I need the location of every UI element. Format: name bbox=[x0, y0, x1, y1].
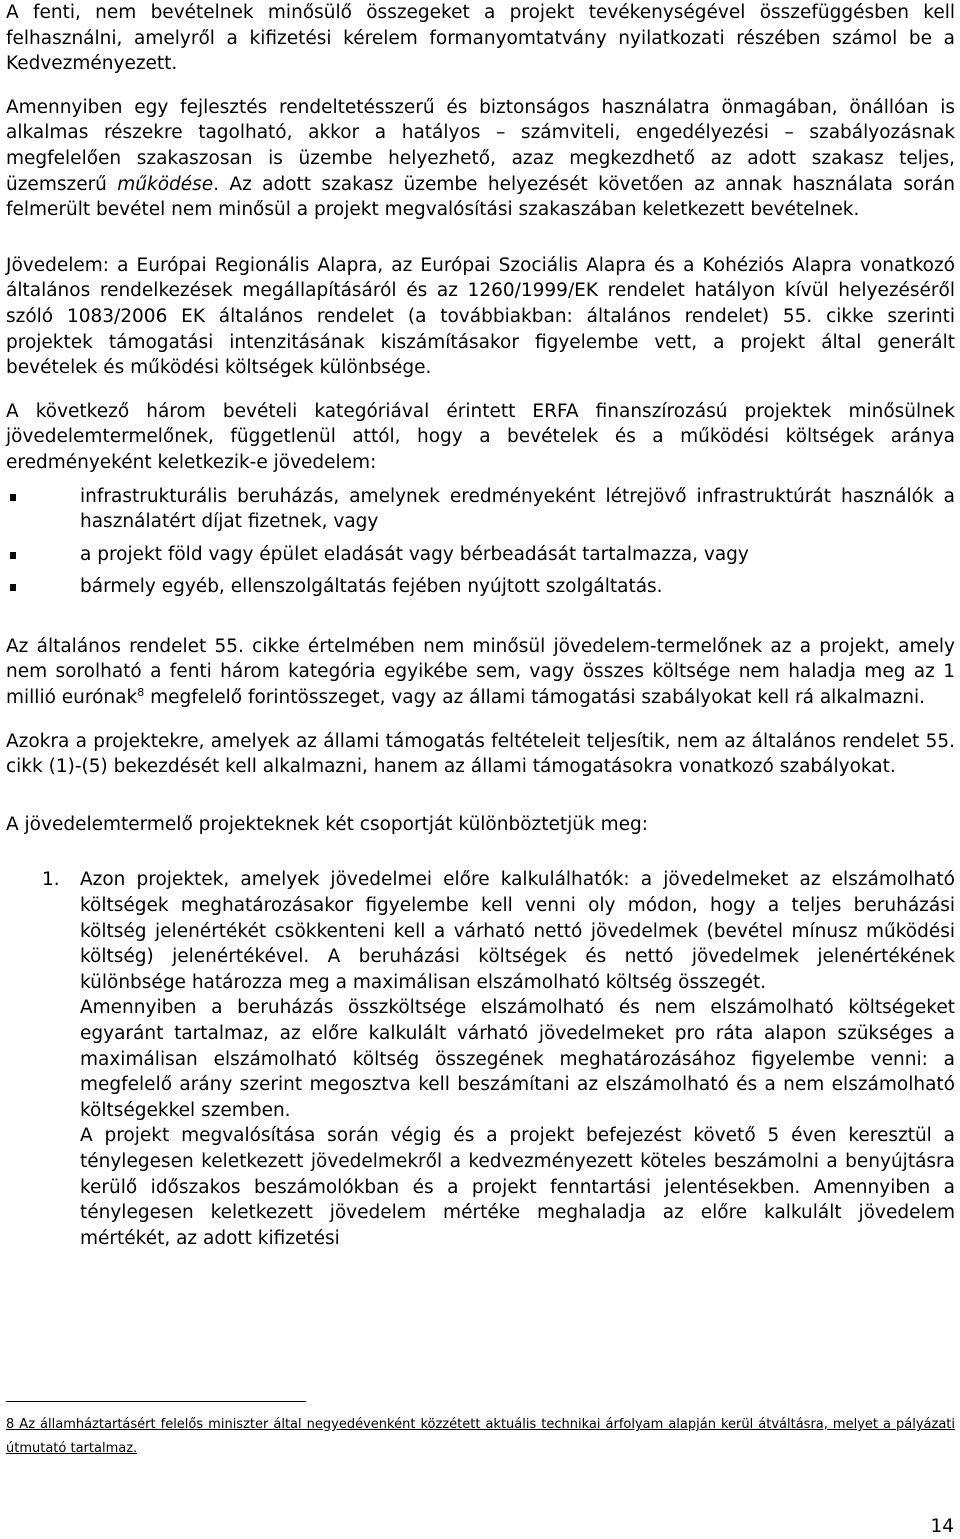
paragraph-two-groups: A jövedelemtermelő projekteknek két csoportját különböztetjük meg: bbox=[6, 813, 648, 835]
numbered-item-1-paragraph-1: Azon projektek, amelyek jövedelmei előre kalkulálhatók: a jövedelmeket az elszámolható költségek meghatározásakor figyelembe kell venni oly módon, hogy a teljes beruházási költség jelenértékét csökkenteni kell a várható nettó jövedelmek (bevétel mínusz működési költség) jelenértékével. A beruházási költségek és nettó jövedelmek jelenértékének különbsége határozza meg a maximálisan elszámolható költség összegét. bbox=[80, 869, 955, 993]
square-bullet-icon bbox=[10, 584, 16, 591]
paragraph-income-definition: Jövedelem: a Európai Regionális Alapra, az Európai Szociális Alapra és a Kohéziós Alapra vonatkozó általános rendelkezések megállapításáról és az 1260/1999/EK rendelet hatályon kívül helyezéséről szóló 1083/2006 EK általános rendelet (a továbbiakban: általános rendelet) 55. cikke szerinti projektek támogatási intenzitásának kiszámításakor figyelembe vett, a projekt által generált bevételek és működési költségek különbsége. bbox=[6, 254, 955, 379]
list-item bbox=[6, 484, 955, 535]
list-item bbox=[6, 574, 955, 600]
list-item bbox=[6, 542, 955, 568]
page-number: 14 bbox=[930, 1516, 954, 1537]
numbered-item-1 bbox=[6, 867, 955, 1251]
paragraph-article-55-text-b: megfelelő forintösszeget, vagy az állami támogatási szabályokat kell rá alkalmazni. bbox=[144, 687, 925, 709]
list-item-text: bármely egyéb, ellenszolgáltatás fejében nyújtott szolgáltatás. bbox=[80, 576, 663, 598]
paragraph-staged-commissioning bbox=[6, 95, 955, 223]
list-number: 1. bbox=[42, 869, 60, 891]
paragraph-staged-text-b: . Az adott szakasz üzembe helyezését követően az annak használata során felmerült bevétel nem minősül a projekt megvalósítási szakaszában keletkezett bevételnek. bbox=[6, 173, 955, 221]
paragraph-erfa-categories: A következő három bevételi kategóriával érintett ERFA finanszírozású projektek minősülnek jövedelemtermelőnek, függetlenül attól, hogy a bevételek és a működési költségek aránya eredményeként keletkezik-e jövedelem: bbox=[6, 400, 955, 473]
footnote-reference: 8 bbox=[137, 686, 145, 700]
square-bullet-icon bbox=[10, 494, 16, 501]
list-item-text: a projekt föld vagy épület eladását vagy bérbeadását tartalmazza, vagy bbox=[80, 543, 749, 565]
paragraph-revenue-use: A fenti, nem bevételnek minősülő összegeket a projekt tevékenységével összefüggésben kell felhasználni, amelyről a kifizetési kérelem formanyomtatvány nyilatkozati részében számol be a Kedvezményezett. bbox=[6, 2, 955, 75]
document-page bbox=[6, 0, 955, 1251]
paragraph-staged-text-a: Amennyiben egy fejlesztés rendeltetésszerű és biztonságos használatra önmagában, önállóan is alkalmas részekre tagolható, akkor a hatályos – számviteli, engedélyezési – szabályozásnak megfelelően szakaszosan is üzembe helyezhető, azaz megkezdhető az adott szakasz teljes, üzemszerű bbox=[6, 96, 955, 195]
numbered-item-1-paragraph-3: A projekt megvalósítása során végig és a projekt befejezést követő 5 éven keresztül a ténylegesen keletkezett jövedelmekről a kedvezményezett köteles beszámolni a benyújtásra kerülő időszakos beszámolókban és a projekt fenntartási jelentésekben. Amennyiben a ténylegesen keletkezett jövedelem mértéke meghaladja az előre kalkulált jövedelem mértékét, az adott kifizetési bbox=[80, 1125, 955, 1249]
category-bullet-list bbox=[6, 484, 955, 600]
paragraph-article-55-text-a: Az általános rendelet 55. cikke értelmében nem minősül jövedelem-termelőnek az a projekt, amely nem sorolható a fenti három kategória egyikébe sem, vagy összes költsége nem haladja meg az 1 millió eurónak bbox=[6, 635, 955, 709]
square-bullet-icon bbox=[10, 552, 16, 559]
list-item-text: infrastrukturális beruházás, amelynek eredményeként létrejövő infrastruktúrát használók a használatért díjat fizetnek, vagy bbox=[80, 485, 955, 533]
numbered-item-1-paragraph-2: Amennyiben a beruházás összköltsége elszámolható és nem elszámolható költségeket egyaránt tartalmaz, az előre kalkulált várható jövedelmeket pro ráta alapon szükséges a maximálisan elszámolható költség összegének meghatározásához figyelembe venni: a megfelelő arány szerint megosztva kell beszámítani az elszámolható és a nem elszámolható költségekkel szemben. bbox=[80, 997, 955, 1121]
paragraph-staged-italic: működése bbox=[117, 173, 214, 195]
footnote-divider bbox=[6, 1401, 306, 1402]
paragraph-article-55 bbox=[6, 634, 955, 711]
paragraph-state-aid: Azokra a projektekre, amelyek az állami támogatás feltételeit teljesítik, nem az általános rendelet 55. cikk (1)-(5) bekezdését kell alkalmazni, hanem az állami támogatásokra vonatkozó szabályokat. bbox=[6, 730, 955, 778]
footnote: 8 Az államháztartásért felelős miniszter által negyedévenként közzétett aktuális technikai árfolyam alapján kerül átváltásra, melyet a pályázati útmutató tartalmaz. bbox=[6, 1417, 955, 1456]
